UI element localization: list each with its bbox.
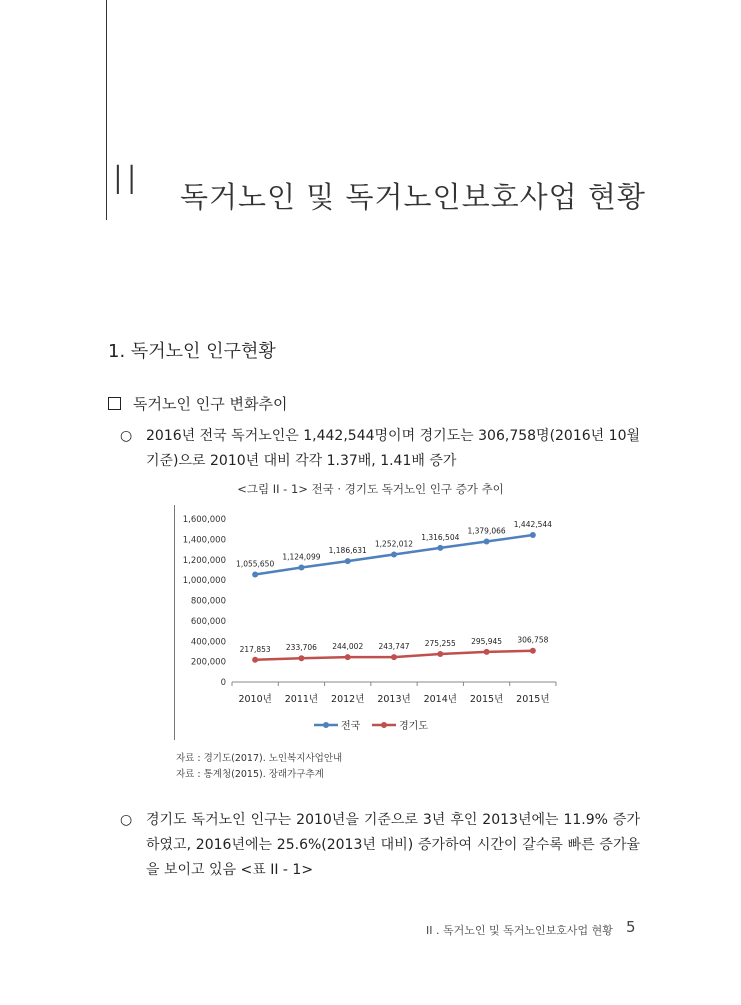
data-label: 1,055,650	[236, 559, 275, 569]
data-point	[391, 551, 397, 557]
paragraph-2-text: 경기도 독거노인 인구는 2010년을 기준으로 3년 후인 2013년에는 11.9% 증가하였고, 2016년에는 25.6%(2013년 대비) 증가하여 시간이 갈수록 빠른 증가율을 보이고 있음 <표 II - 1>	[146, 812, 640, 878]
legend-label-1: 경기도	[399, 721, 428, 732]
data-label: 306,758	[517, 635, 549, 645]
line-chart	[174, 505, 562, 740]
data-point	[252, 571, 258, 577]
y-tick-label: 800,000	[190, 596, 226, 607]
x-tick-label: 2013년	[377, 694, 411, 705]
data-point	[298, 655, 304, 661]
circle-bullet-icon: ○	[120, 428, 133, 444]
bullet-heading	[108, 393, 287, 414]
data-label: 295,945	[471, 636, 503, 646]
data-point	[530, 648, 536, 654]
source-note-2: 자료 : 통계청(2015). 장래가구추계	[176, 769, 324, 780]
x-tick-label: 2010년	[238, 694, 272, 705]
x-tick-label: 2015년	[469, 694, 504, 705]
data-point	[437, 651, 443, 657]
legend-marker-0	[323, 722, 329, 728]
y-tick-label: 1,000,000	[182, 576, 226, 587]
data-point	[345, 654, 351, 660]
running-footer: II . 독거노인 및 독거노인보호사업 현황	[426, 924, 613, 937]
data-label: 1,316,504	[421, 532, 460, 542]
chapter-title: 독거노인 및 독거노인보호사업 현황	[180, 180, 646, 214]
data-point	[298, 564, 304, 570]
paragraph-1-text: 2016년 전국 독거노인은 1,442,544명이며 경기도는 306,758명(2016년 10월 기준)으로 2010년 대비 각각 1.37배, 1.41배 증가	[146, 428, 640, 469]
y-tick-label: 400,000	[190, 637, 226, 648]
data-label: 1,442,544	[513, 520, 552, 530]
x-tick-label: 2014년	[423, 694, 457, 705]
data-point	[484, 539, 490, 545]
data-label: 1,124,099	[282, 552, 321, 562]
x-tick-label: 2012년	[331, 694, 365, 705]
y-tick-label: 1,600,000	[182, 515, 226, 525]
figure-caption: <그림 II - 1> 전국 · 경기도 독거노인 인구 증가 추이	[237, 482, 504, 496]
paragraph-2	[120, 808, 640, 883]
data-label: 217,853	[239, 644, 271, 654]
data-point	[391, 654, 397, 660]
data-point	[530, 532, 536, 538]
y-tick-label: 1,200,000	[182, 555, 226, 566]
data-label: 275,255	[424, 638, 456, 648]
data-label: 244,002	[332, 642, 364, 652]
data-label: 233,706	[285, 643, 317, 653]
data-label: 1,379,066	[467, 526, 506, 536]
y-tick-label: 200,000	[190, 657, 226, 668]
y-tick-label: 600,000	[190, 616, 226, 627]
chapter-vertical-rule	[106, 0, 107, 220]
paragraph-1	[120, 424, 640, 474]
data-label: 1,252,012	[374, 539, 414, 549]
bullet-heading-text: 독거노인 인구 변화추이	[133, 395, 288, 413]
x-tick-label: 2011년	[284, 694, 319, 705]
section-title: 1. 독거노인 인구현황	[108, 341, 276, 362]
source-note-1: 자료 : 경기도(2017). 노인복지사업안내	[176, 753, 343, 764]
x-tick-label: 2015년	[516, 694, 550, 705]
data-label: 1,186,631	[328, 546, 367, 556]
legend-label-0: 전국	[341, 721, 361, 732]
chapter-number: II	[112, 158, 140, 204]
legend-marker-1	[381, 722, 387, 728]
checkbox-square-icon	[108, 397, 121, 410]
circle-bullet-icon: ○	[120, 812, 133, 828]
y-tick-label: 0	[220, 678, 226, 688]
page-number: 5	[626, 918, 636, 936]
data-point	[437, 545, 443, 551]
y-tick-label: 1,400,000	[182, 535, 226, 546]
data-point	[345, 558, 351, 564]
data-label: 243,747	[378, 642, 410, 652]
data-point	[484, 649, 490, 655]
data-point	[252, 657, 258, 663]
